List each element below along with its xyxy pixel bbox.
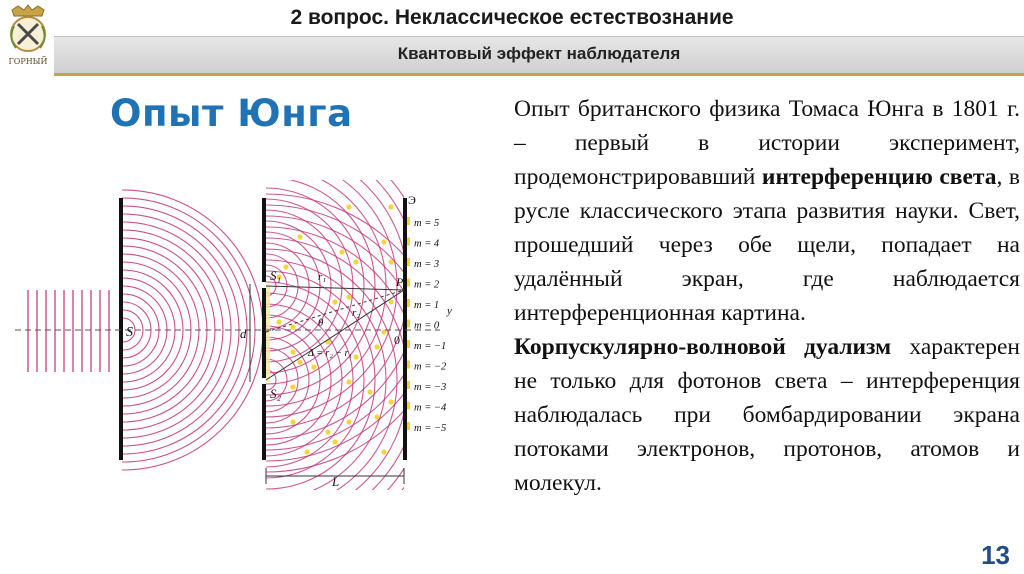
order-label: m = 3: [414, 259, 440, 270]
fringe-dot: [381, 239, 386, 244]
slit-barrier-middle: [262, 288, 266, 378]
logo-text: ГОРНЫЙ: [8, 57, 48, 66]
order-label: m = 2: [414, 279, 440, 291]
fringe-dot: [353, 354, 358, 359]
label-y: y: [447, 305, 452, 317]
label-delta: Δ = r₂ − r₁: [308, 348, 352, 359]
fringe-dot: [367, 389, 372, 394]
paragraph-young: [468, 92, 1020, 330]
screen-fringe: [407, 279, 410, 287]
screen-fringe: [407, 217, 410, 225]
fringe-dot: [297, 234, 302, 239]
paragraph-dualism: [468, 330, 1020, 500]
screen-barrier: [403, 198, 407, 460]
fringe-dot: [388, 204, 393, 209]
order-label: m = 5: [414, 218, 440, 229]
order-label: m = 1: [414, 300, 440, 311]
fringe-dot: [297, 359, 302, 364]
fringe-dot: [388, 259, 393, 264]
fringe-dot: [290, 419, 295, 424]
fringe-dot: [381, 449, 386, 454]
fringe-dot: [346, 204, 351, 209]
slit-barrier-top: [262, 198, 266, 282]
paragraph1-text-a: Опыт британского физика Томаса Юнга в 1801 г. – первый в истории эксперимент, продемонстрировавший: [514, 96, 1020, 190]
diagram-svg: [0, 180, 470, 490]
label-origin: 0: [394, 333, 400, 347]
slide-heading: Опыт Юнга: [110, 92, 353, 135]
fringe-dot: [290, 324, 295, 329]
screen-fringe: [407, 422, 410, 430]
fringe-dot: [346, 379, 351, 384]
paragraph1-text-b: , в русле классического этапа развития науки. Свет, прошедший через обе щели, попадает на удалённый экран, где наблюдается интерференционная картина.: [514, 164, 1020, 326]
paragraph2-text: характерен не только для фотонов света – интерференция наблюдалась при бомбардировании экрана потоками электронов, протонов, атомов и молекул.: [514, 334, 1020, 496]
order-labels: [407, 217, 447, 434]
fringe-dot: [374, 344, 379, 349]
fringe-dot: [290, 349, 295, 354]
young-experiment-diagram: [0, 180, 470, 490]
paragraph2-bold: Корпускулярно-волновой дуализм: [514, 334, 892, 360]
order-label: m = 4: [414, 238, 440, 250]
label-slit1: S₁: [270, 268, 282, 283]
screen-fringe: [407, 299, 410, 307]
fringe-dot: [276, 319, 281, 324]
fringe-dot: [311, 364, 316, 369]
fringe-dot: [388, 399, 393, 404]
fringe-dot: [283, 264, 288, 269]
screen-fringe: [407, 320, 410, 328]
fringe-dot: [374, 414, 379, 419]
order-label: m = −5: [414, 423, 447, 434]
incident-plane-waves: [28, 290, 109, 372]
label-distance: L: [332, 474, 340, 489]
source-barrier: [119, 198, 123, 460]
fringe-dot: [332, 439, 337, 444]
slide-section-title: 2 вопрос. Неклассическое естествознание: [290, 6, 734, 29]
fringe-dot: [290, 384, 295, 389]
slide-subtitle: Квантовый эффект наблюдателя: [397, 44, 681, 63]
screen-fringe: [407, 402, 410, 410]
label-slit-gap: d: [240, 326, 247, 341]
screen-fringe: [407, 340, 410, 348]
slit-highlight: [266, 284, 270, 382]
label-r2: r₂: [352, 307, 361, 319]
label-source: S: [126, 325, 133, 340]
label-slit2: S₂: [270, 386, 282, 401]
fringe-dot: [332, 299, 337, 304]
order-label: m = −4: [414, 402, 447, 414]
label-theta: θ: [318, 317, 324, 329]
order-label: m = −3: [414, 382, 447, 393]
slide-body: [468, 92, 1020, 500]
screen-fringe: [407, 361, 410, 369]
label-r1: r₁: [318, 271, 327, 283]
order-label: m = −1: [414, 341, 447, 352]
fringe-dot: [304, 449, 309, 454]
screen-fringe: [407, 258, 410, 266]
paragraph1-bold: интерференцию света: [761, 164, 997, 190]
fringe-dot: [346, 294, 351, 299]
order-label: m = 0: [414, 320, 440, 332]
screen-fringe: [407, 238, 410, 246]
fringe-dot: [325, 429, 330, 434]
screen-fringe: [407, 381, 410, 389]
label-point: P: [396, 275, 404, 289]
order-label: m = −2: [414, 361, 447, 373]
fringe-dot: [353, 259, 358, 264]
page-number: 13: [981, 540, 1010, 570]
slit-barrier-bottom: [262, 384, 266, 460]
subtitle-bar-accent: [54, 73, 1024, 76]
fringe-dot: [346, 419, 351, 424]
fringe-dot: [339, 249, 344, 254]
label-screen: Э: [408, 193, 416, 207]
